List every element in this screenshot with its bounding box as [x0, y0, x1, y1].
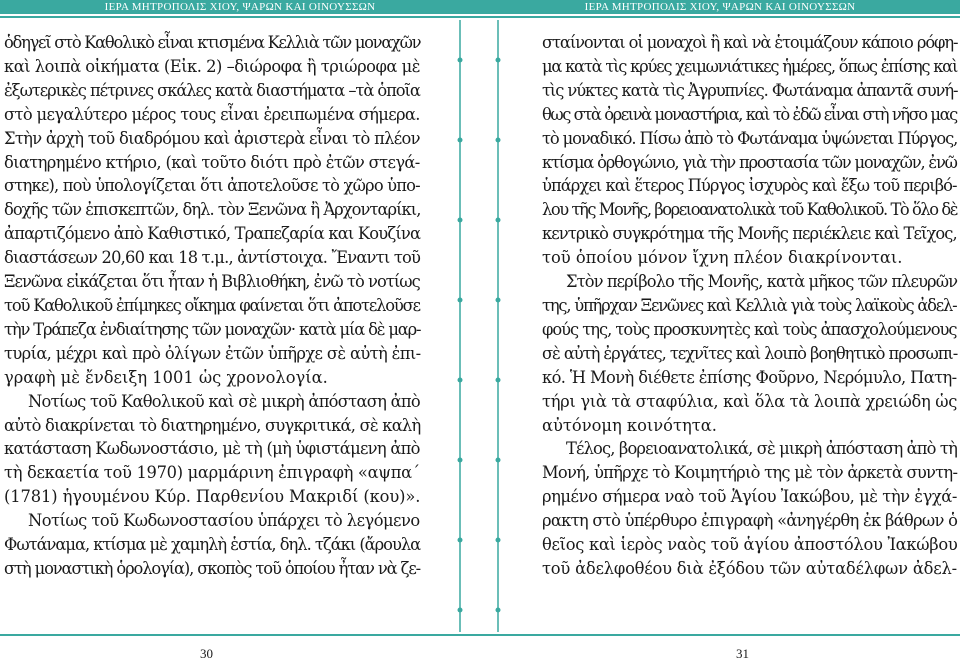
text-line: κεντρικὸ συγκρότημα τῆς Μονῆς περιέκλειε καὶ Τεῖχος, — [542, 224, 957, 244]
text-line: ἀπαρτιζόμενο ἀπὸ Καθιστικό, Τραπεζαρία και Κουζίνα — [4, 224, 421, 244]
text-line: δοχῆς τῶν ἐπισκεπτῶν, δηλ. τὸν Ξενῶνα ἢ Ἀρχονταρίκι, — [4, 200, 421, 220]
text-line: τήρι γιὰ τὰ σταφύλια, καὶ ὅλα τὰ λοιπὰ χρειώδη ὡς — [542, 391, 958, 411]
paragraph — [4, 390, 420, 510]
text-line: θεῖος καὶ ἱερὸς ναὸς τοῦ ἁγίου ἀποστόλου Ἰακώβου — [542, 535, 958, 555]
paragraph — [4, 509, 420, 581]
text-line: σταίνονται οἱ μοναχοὶ ἢ καὶ νὰ ἑτοιμάζουν κάποιο ρόφη- — [542, 33, 958, 52]
vine-border-ornament — [494, 0, 502, 664]
paragraph — [4, 31, 420, 390]
text-line: στηκε), ποὺ ὑπολογίζεται ὅτι ἀποτελοῦσε τὸ χῶρο ὑπο- — [4, 176, 420, 196]
text-line: θως στὰ ὀρεινὰ μοναστήρια, καὶ τὸ ἐδῶ εἶναι στὴ νῆσο μας — [542, 104, 957, 124]
text-line: στὴ μοναστικὴ ὁρολογία), σκοπὸς τοῦ ὁποίου ἦταν νὰ ζε- — [4, 558, 421, 578]
text-line: τὴ δεκαετία τοῦ 1970) μαρμάρινη ἐπιγραφὴ «αψπα΄ — [4, 463, 420, 483]
running-header: ΙΕΡΑ ΜΗΤΡΟΠΟΛΙΣ ΧΙΟΥ, ΨΑΡΩΝ ΚΑΙ ΟΙΝΟΥΣΣΩΝ — [0, 0, 480, 14]
text-line: διατηρημένο κτήριο, (καὶ τοῦτο διότι πρὸ ἐτῶν στεγά- — [4, 152, 420, 172]
text-line: τὶς νύκτες κατὰ τὶς Ἀγρυπνίες. Φωτάναμα ἀπαντᾶ συνή- — [542, 80, 958, 100]
text-line: Φωτάναμα, κτίσμα μὲ χαμηλὴ ἑστία, δηλ. τζάκι (ἄρουλα — [4, 535, 421, 555]
text-line: τὸ μοναδικό. Πίσω ἀπὸ τὸ Φωτάναμα ὑψώνεται Πύργος, — [542, 128, 958, 148]
text-line: Στὸν περίβολο τῆς Μονῆς, κατὰ μῆκος τῶν πλευρῶν — [566, 272, 958, 292]
text-line: (1781) ἡγουμένου Κύρ. Παρθενίου Μακριδί (κου)». — [4, 487, 421, 507]
text-line: ὑπάρχει καὶ ἕτερος Πύργος ἰσχυρὸς καὶ ἔξω τοῦ περιβό- — [542, 176, 957, 196]
page-number: 30 — [200, 646, 213, 661]
text-line: αὐτόνομη κοινότητα. — [542, 415, 717, 435]
text-line: τοῦ ὁποίου μόνον ἴχνη πλέον διακρίνονται. — [542, 248, 903, 268]
text-line: Νοτίως τοῦ Καθολικοῦ καὶ σὲ μικρὴ ἀπόσταση ἀπὸ — [28, 391, 420, 411]
text-line: στὸ μεγαλύτερο μέρος τους εἶναι ἐρειπωμένα σήμερα. — [4, 104, 420, 124]
text-line: καὶ λοιπὰ οἰκήματα (Εἰκ. 2) –διώροφα ἢ τριώροφα μὲ — [4, 56, 420, 76]
text-line: Στὴν ἀρχὴ τοῦ διαδρόμου καὶ ἀριστερὰ εἶναι τὸ πλέον — [4, 128, 420, 148]
right-page-body — [542, 31, 957, 581]
page-number: 31 — [736, 646, 749, 661]
text-line: λου τῆς Μονῆς, βορειοανατολικὰ τοῦ Καθολικοῦ. Τὸ ὅλο δὲ — [542, 200, 958, 220]
text-line: κατάσταση Κωδωνοστάσιο, μὲ τὴ (μὴ ὑφιστάμενη ἀπὸ — [4, 439, 420, 459]
footer-rule — [480, 634, 960, 636]
text-line: σὲ αὐτὴ ἐργάτες, τεχνῖτες καὶ λοιπὸ βοηθητικὸ προσωπι- — [542, 343, 958, 363]
text-line: τοῦ ἀδελφοθέου διὰ ἐξόδου τῶν αὐταδέλφων ἀδελ- — [542, 558, 957, 578]
vine-border-ornament — [456, 0, 464, 664]
text-line: Νοτίως τοῦ Κωδωνοστασίου ὑπάρχει τὸ λεγόμενο — [28, 511, 420, 531]
text-line: ὁδηγεῖ στὸ Καθολικὸ εἶναι κτισμένα Κελλιὰ τῶν μοναχῶν — [4, 33, 421, 52]
text-line: ρημένο σήμερα ναὸ τοῦ Ἁγίου Ἰακώβου, μὲ τὴν ἐγχά- — [542, 487, 957, 507]
paragraph — [542, 270, 957, 437]
text-line: αὐτὸ διακρίνεται τὸ διατηρημένο, συγκριτικά, σὲ καλὴ — [4, 415, 421, 435]
text-line: φούς της, τοὺς προσκυνητὲς καὶ τοὺς ἀπασχολούμενους — [542, 319, 957, 339]
text-line: γραφὴ μὲ ἔνδειξη 1001 ὡς χρονολογία. — [4, 367, 328, 387]
paragraph — [542, 31, 957, 270]
text-line: κό. Ἡ Μονὴ διέθετε ἐπίσης Φοῦρνο, Νερόμυλο, Πατη- — [542, 367, 957, 387]
text-line: ἐξωτερικὲς πέτρινες σκάλες κατὰ διαστήματα –τὰ ὁποῖα — [4, 80, 420, 100]
text-line: τυρία, μέχρι καὶ πρὸ ὀλίγων ἐτῶν ὑπῆρχε σὲ αὐτὴ ἐπι- — [4, 343, 421, 363]
footer-rule — [0, 634, 480, 636]
running-header: ΙΕΡΑ ΜΗΤΡΟΠΟΛΙΣ ΧΙΟΥ, ΨΑΡΩΝ ΚΑΙ ΟΙΝΟΥΣΣΩΝ — [480, 0, 960, 14]
text-line: ρακτη στὸ ὑπέρθυρο ἐπιγραφὴ «ἀνηγέρθη ἐκ βάθρων ὁ — [542, 511, 958, 531]
left-page-body — [4, 31, 420, 581]
text-line: της, ὑπῆρχαν Ξενῶνες καὶ Κελλιὰ γιὰ τοὺς λαϊκοὺς ἀδελ- — [542, 295, 957, 315]
text-line: Μονή, ὑπῆρχε τὸ Κοιμητήριὸ της μὲ τὸν ἀρκετὰ συντη- — [542, 463, 958, 483]
text-line: διαστάσεων 20,60 και 18 τ.μ., ἀντίστοιχα. Ἔναντι τοῦ — [4, 248, 421, 268]
header-rule — [480, 16, 960, 18]
text-line: Τέλος, βορειοανατολικά, σὲ μικρὴ ἀπόσταση ἀπὸ τὴ — [566, 439, 957, 459]
paragraph — [542, 437, 957, 580]
text-line: Ξενῶνα εἰκάζεται ὅτι ἦταν ἡ Βιβλιοθήκη, ἐνῶ τὸ νοτίως — [4, 272, 420, 292]
text-line: κτίσμα ὀρθογώνιο, γιὰ τὴν προστασία τῶν μοναχῶν, ἐνῶ — [542, 152, 957, 172]
header-rule — [0, 16, 480, 18]
text-line: τοῦ Καθολικοῦ ἐπίμηκες οἴκημα φαίνεται ὅτι ἀποτελοῦσε — [4, 295, 420, 315]
text-line: μα κατὰ τὶς κρύες χειμωνιάτικες ἡμέρες, ὅπως ἐπίσης καὶ — [542, 56, 958, 76]
right-page — [480, 0, 960, 664]
text-line: τὴν Τράπεζα ἐνδιαίτησης τῶν μοναχῶν· κατὰ μία δὲ μαρ- — [4, 319, 421, 339]
